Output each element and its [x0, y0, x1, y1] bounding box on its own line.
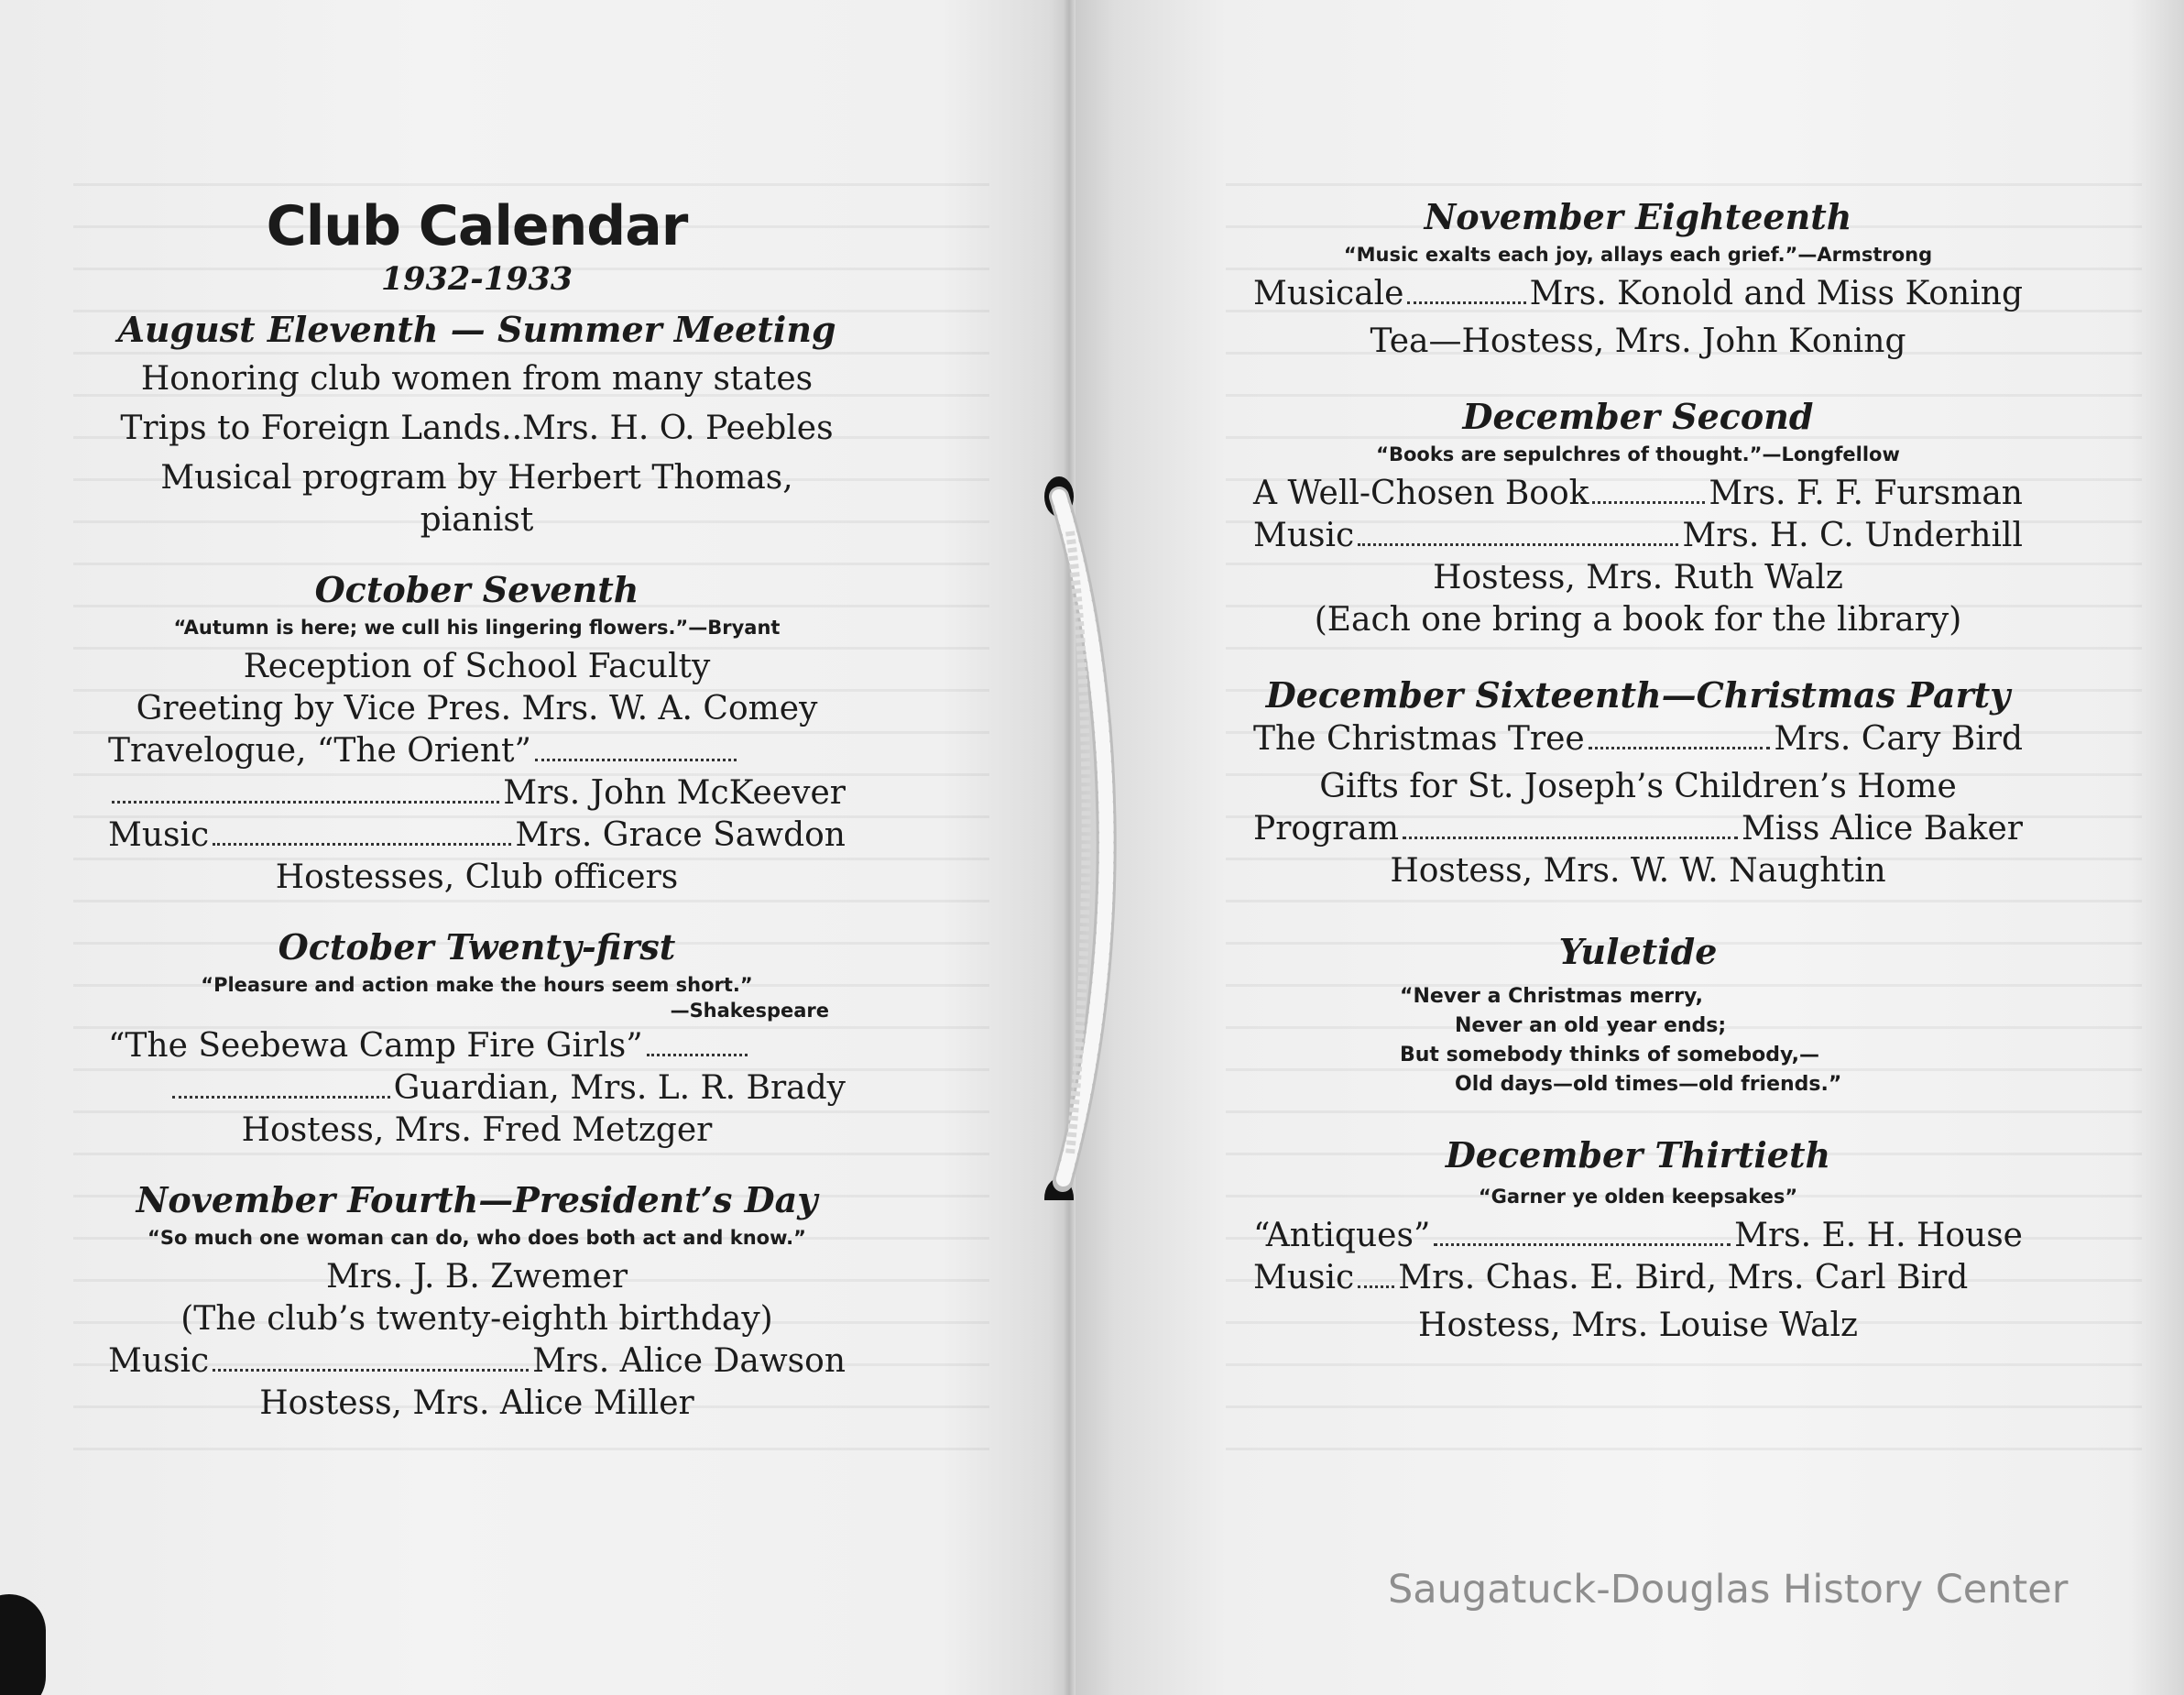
event-line — [1253, 1215, 2023, 1257]
event-line — [1253, 515, 2023, 557]
event-person: Mrs. Grace Sawdon — [515, 816, 846, 854]
event-line — [108, 1340, 846, 1383]
event-person: Miss Alice Baker — [1742, 810, 2023, 848]
event-quote: “Music exalts each joy, allays each grief.”—Armstrong — [1343, 244, 1933, 266]
event-line: Greeting by Vice Pres. Mrs. W. A. Comey — [136, 690, 818, 727]
event-item: “The Seebewa Camp Fire Girls” — [108, 1027, 643, 1065]
event-item: The Christmas Tree — [1253, 720, 1585, 758]
event-line: pianist — [420, 501, 534, 539]
leader-dots — [647, 1025, 748, 1056]
event-quote: “Garner ye olden keepsakes” — [1478, 1186, 1798, 1208]
event-line: (Each one bring a book for the library) — [1314, 601, 1962, 639]
event-person: Mrs. Cary Bird — [1774, 720, 2023, 758]
event-quote: “Books are sepulchres of thought.”—Longfellow — [1376, 443, 1900, 465]
event-line: Hostess, Mrs. Alice Miller — [259, 1384, 694, 1422]
leader-dots — [535, 730, 737, 761]
watermark-label: Saugatuck-Douglas History Center — [1388, 1567, 2069, 1613]
event-person: Mrs. F. F. Fursman — [1709, 475, 2023, 512]
leader-dots — [213, 815, 511, 846]
event-line — [108, 772, 846, 815]
leader-dots — [1403, 808, 1738, 839]
event-line: Hostess, Mrs. Ruth Walz — [1433, 559, 1843, 596]
event-person: Guardian, Mrs. L. R. Brady — [393, 1069, 846, 1107]
event-line — [1253, 273, 2023, 315]
event-item: Program — [1253, 810, 1399, 848]
event-line — [1253, 808, 2023, 850]
event-line — [1253, 1257, 2023, 1299]
event-heading: October Twenty-first — [278, 926, 676, 968]
event-line: Hostess, Mrs. W. W. Naughtin — [1390, 852, 1886, 890]
event-item: Music — [1253, 1259, 1355, 1296]
event-item: Music — [108, 816, 210, 854]
event-line: Hostesses, Club officers — [275, 858, 679, 896]
event-item: Musicale — [1253, 275, 1404, 312]
event-line — [1253, 718, 2023, 760]
event-line — [108, 815, 846, 857]
poem-line: But somebody thinks of somebody,— — [1400, 1044, 1820, 1066]
leader-dots — [112, 772, 499, 804]
event-line: Musical program by Herbert Thomas, — [160, 459, 793, 497]
event-item: A Well-Chosen Book — [1253, 475, 1589, 512]
event-quote — [108, 972, 846, 1023]
leader-dots — [213, 1340, 529, 1372]
poem-line: “Never a Christmas merry, — [1400, 985, 1703, 1008]
event-item: Travelogue, “The Orient” — [108, 732, 531, 770]
leader-dots — [1434, 1215, 1731, 1246]
event-line: Trips to Foreign Lands..Mrs. H. O. Peebles — [120, 410, 834, 447]
yuletide-poem — [1400, 982, 1876, 1099]
event-line: Tea—Hostess, Mrs. John Koning — [1370, 323, 1906, 360]
corner-shadow — [0, 1594, 46, 1695]
event-heading: December Thirtieth — [1445, 1134, 1831, 1176]
event-item: Music — [108, 1342, 210, 1380]
left-column — [108, 194, 846, 1425]
event-heading: November Eighteenth — [1424, 196, 1852, 237]
poem-line: Old days—old times—old friends.” — [1455, 1073, 1842, 1096]
event-quote: “Autumn is here; we cull his lingering flowers.”—Bryant — [173, 617, 781, 639]
event-line — [108, 730, 846, 772]
quote-text: “Pleasure and action make the hours seem short.” — [201, 974, 753, 996]
binding-cord — [1043, 476, 1134, 1200]
event-person: Mrs. Chas. E. Bird, Mrs. Carl Bird — [1398, 1259, 1969, 1296]
leader-dots — [172, 1067, 390, 1099]
leader-dots — [1407, 273, 1525, 304]
event-line — [1253, 473, 2023, 515]
event-line: Hostess, Mrs. Fred Metzger — [241, 1111, 713, 1149]
event-person: Mrs. E. H. House — [1734, 1217, 2023, 1254]
event-line — [108, 1067, 846, 1110]
event-item: “Antiques” — [1253, 1217, 1431, 1254]
event-heading: August Eleventh — Summer Meeting — [117, 309, 836, 350]
event-item: Music — [1253, 517, 1355, 554]
event-line: Reception of School Faculty — [243, 648, 711, 685]
poem-line: Never an old year ends; — [1455, 1014, 1727, 1037]
season-year: 1932-1933 — [380, 260, 573, 298]
event-line: Honoring club women from many states — [140, 360, 814, 398]
event-line: Mrs. J. B. Zwemer — [325, 1258, 628, 1296]
leader-dots — [1589, 718, 1771, 749]
event-person: Mrs. John McKeever — [503, 774, 846, 812]
event-line: Gifts for St. Joseph’s Children’s Home — [1319, 768, 1957, 805]
page-title: Club Calendar — [266, 194, 688, 258]
event-line — [108, 1025, 846, 1067]
event-heading: Yuletide — [1558, 931, 1718, 972]
event-person: Mrs. Konold and Miss Koning — [1529, 275, 2023, 312]
event-quote: “So much one woman can do, who does both act and know.” — [147, 1227, 806, 1249]
leader-dots — [1358, 515, 1678, 546]
event-person: Mrs. Alice Dawson — [532, 1342, 846, 1380]
right-column — [1253, 194, 2023, 1347]
event-heading: November Fourth—President’s Day — [136, 1179, 818, 1220]
quote-attribution: —Shakespeare — [670, 1000, 829, 1022]
event-line: Hostess, Mrs. Louise Walz — [1418, 1307, 1858, 1344]
leader-dots — [1592, 473, 1705, 504]
leader-dots — [1358, 1257, 1394, 1288]
event-heading: December Sixteenth—Christmas Party — [1265, 674, 2011, 716]
event-heading: December Second — [1462, 396, 1814, 437]
event-heading: October Seventh — [314, 569, 639, 610]
event-line: (The club’s twenty-eighth birthday) — [180, 1300, 773, 1338]
event-person: Mrs. H. C. Underhill — [1682, 517, 2023, 554]
